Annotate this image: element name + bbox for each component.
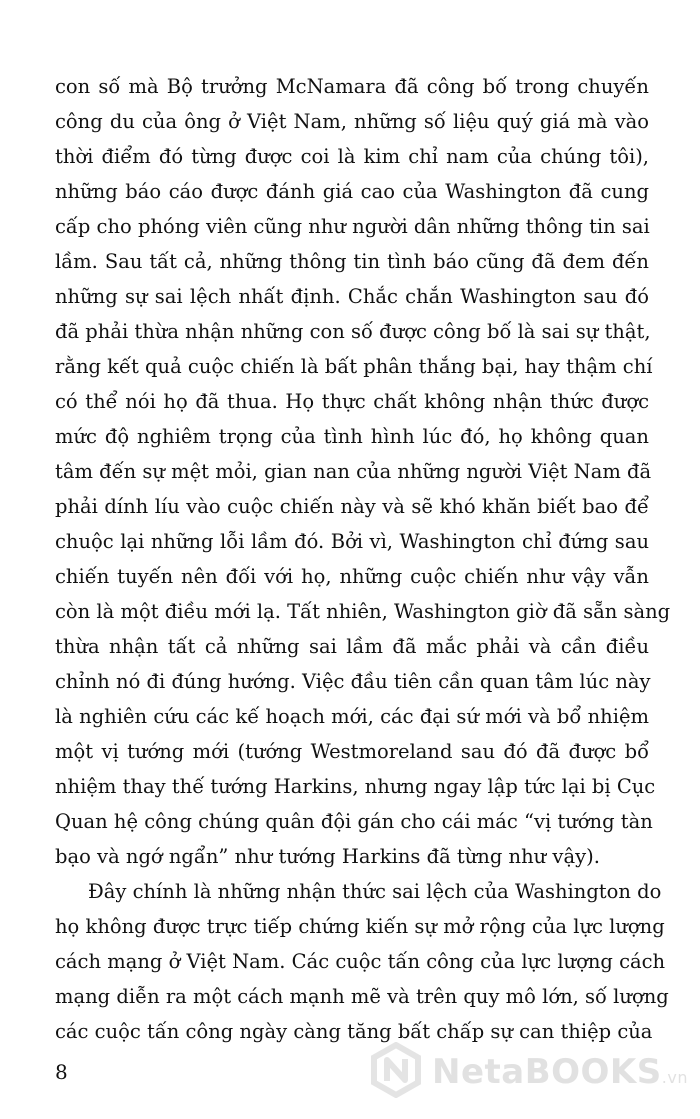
- text-line: tâm đến sự mệt mỏi, gian nan của những người Việt Nam đã: [55, 460, 652, 483]
- watermark-suffix: .vn: [661, 1068, 688, 1087]
- text-line: thừa nhận tất cả những sai lầm đã mắc phải và cần điều: [55, 635, 649, 658]
- page-number: 8: [55, 1060, 68, 1084]
- text-line: họ không được trực tiếp chứng kiến sự mở rộng của lực lượng: [55, 915, 665, 938]
- text-line: có thể nói họ đã thua. Họ thực chất không nhận thức được: [55, 390, 649, 413]
- text-line: Quan hệ công chúng quân đội gán cho cái mác “vị tướng tàn: [55, 810, 653, 833]
- text-line: chỉnh nó đi đúng hướng. Việc đầu tiên cần quan tâm lúc này: [55, 670, 651, 693]
- text-line: mạng diễn ra một cách mạnh mẽ và trên quy mô lớn, số lượng: [55, 985, 669, 1008]
- text-line: các cuộc tấn công ngày càng tăng bất chấp sự can thiệp của: [55, 1020, 653, 1043]
- text-line: phải dính líu vào cuộc chiến này và sẽ khó khăn biết bao để: [55, 495, 649, 518]
- text-line: một vị tướng mới (tướng Westmoreland sau đó đã được bổ: [55, 740, 649, 763]
- text-line: thời điểm đó từng được coi là kim chỉ nam của chúng tôi),: [55, 145, 649, 168]
- text-line: mức độ nghiêm trọng của tình hình lúc đó, họ không quan: [55, 425, 649, 448]
- text-line: những sự sai lệch nhất định. Chắc chắn Washington sau đó: [55, 285, 649, 308]
- netabooks-logo-icon: [368, 1042, 424, 1098]
- text-line: cách mạng ở Việt Nam. Các cuộc tấn công của lực lượng cách: [55, 950, 666, 973]
- watermark-text: NetaBOOKS.vn: [432, 1052, 688, 1092]
- text-line: chiến tuyến nên đối với họ, những cuộc chiến như vậy vẫn: [55, 565, 649, 588]
- text-line: là nghiên cứu các kế hoạch mới, các đại sứ mới và bổ nhiệm: [55, 705, 649, 728]
- text-line: con số mà Bộ trưởng McNamara đã công bố trong chuyến: [55, 75, 649, 98]
- text-line: cấp cho phóng viên cũng như người dân những thông tin sai: [55, 215, 650, 238]
- text-line: đã phải thừa nhận những con số được công bố là sai sự thật,: [55, 320, 651, 343]
- text-line: những báo cáo được đánh giá cao của Washington đã cung: [55, 180, 649, 203]
- text-line: chuộc lại những lỗi lầm đó. Bởi vì, Washington chỉ đứng sau: [55, 530, 649, 553]
- watermark: [368, 1038, 688, 1102]
- text-line: bạo và ngớ ngẩn” như tướng Harkins đã từng như vậy).: [55, 845, 600, 868]
- text-line: còn là một điều mới lạ. Tất nhiên, Washington giờ đã sẵn sàng: [55, 600, 671, 623]
- text-line: công du của ông ở Việt Nam, những số liệu quý giá mà vào: [55, 110, 649, 133]
- text-line: rằng kết quả cuộc chiến là bất phân thắng bại, hay thậm chí: [55, 355, 653, 378]
- paragraph-start-line: Đây chính là những nhận thức sai lệch của Washington do: [88, 880, 662, 903]
- text-line: nhiệm thay thế tướng Harkins, nhưng ngay lập tức lại bị Cục: [55, 775, 656, 798]
- text-line: lầm. Sau tất cả, những thông tin tình báo cũng đã đem đến: [55, 250, 649, 273]
